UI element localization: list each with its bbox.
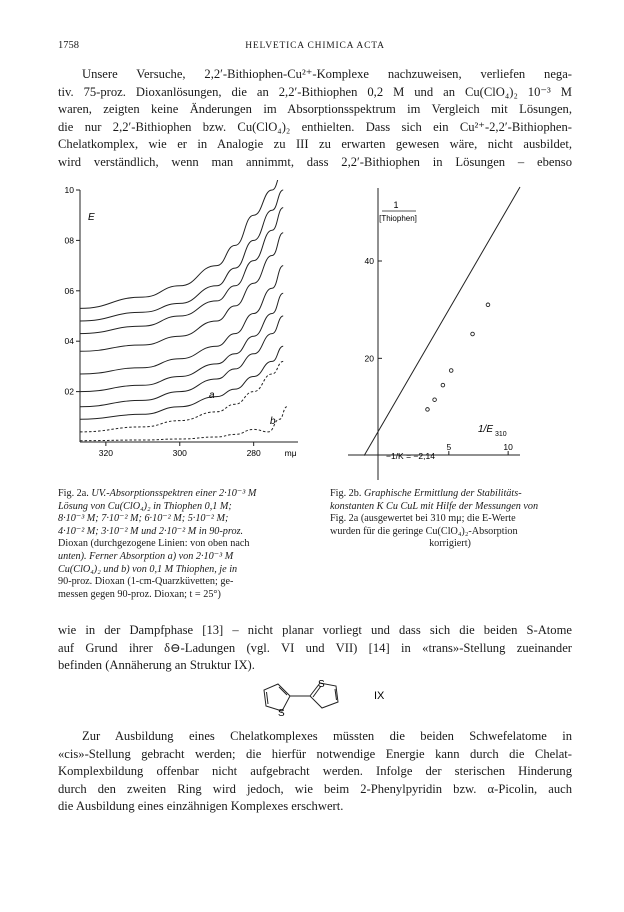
- caption-line: Fig. 2a (ausgewertet bei 310 mμ; die E-Werte: [330, 513, 516, 525]
- text-line: wie in der Dampfphase [13] – nicht planar vorliegt und dass sich die beiden S-Atome: [58, 623, 572, 637]
- caption-line: Fig. 2a. UV.-Absorptionsspektren einer 2·10⁻³ M: [58, 488, 257, 499]
- series-line-1: [80, 180, 283, 308]
- figure-2b-x-label-sub: 310: [495, 431, 507, 438]
- figure-2b-data: [364, 187, 520, 456]
- journal-title: HELVETICA CHIMICA ACTA: [245, 41, 385, 51]
- data-point: [441, 383, 445, 387]
- data-point: [433, 398, 437, 402]
- series-line-3: [80, 208, 283, 334]
- text-line: waren, zeigten keine Änderungen im Absorptionsspektrum im Vergleich mit Lösungen,: [58, 102, 572, 117]
- series-line-a-dashed: [80, 361, 283, 432]
- structure-ix-bithiophene: [252, 676, 402, 718]
- y-tick-label: 40: [364, 256, 374, 266]
- sulfur-label: S: [318, 679, 325, 690]
- series-line-5: [80, 266, 283, 374]
- curve-label-b: b: [270, 416, 276, 427]
- caption-line: konstanten K Cu CuL mit Hilfe der Messungen von: [330, 500, 539, 512]
- text-line: Chelatkomplex, wie er in Analogie zu III zu erwarten gewesen wäre, nicht ausbildet,: [58, 137, 572, 152]
- caption-line: korrigiert): [429, 538, 471, 550]
- text-line: Unsere Versuche, 2,2′-Bithiophen-Cu²⁺-Komplexe nachzuweisen, verliefen nega-: [82, 67, 572, 81]
- caption-line: Cu(ClO₄)₂ und b) von 0,1 M Thiophen, je in: [58, 563, 238, 575]
- curve-label-a: a: [209, 390, 215, 401]
- text-line: Komplexbildung offenbar nicht aufgebracht werden. Infolge der sterischen Hinderung: [58, 764, 572, 779]
- x-tick-label: 280: [246, 448, 261, 458]
- data-point: [449, 369, 453, 373]
- caption-line: wurden für die geringe Cu(ClO₄)₂-Absorption: [330, 525, 518, 537]
- caption-figure-2b: [330, 488, 570, 551]
- y-tick-label: 04: [64, 336, 74, 347]
- x-axis-unit: mμ: [284, 448, 297, 458]
- caption-line: 90-proz. Dioxan (1-cm-Quarzküvetten; ge-: [58, 576, 234, 588]
- text-line: wird verständlich, wenn man annimmt, dass 2,2′-Bithiophen in Lösungen – ebenso: [58, 154, 572, 169]
- data-point: [471, 332, 475, 336]
- caption-line: unten). Ferner Absorption a) von 2·10⁻³ M: [58, 550, 234, 562]
- thiophene-ring-left: [264, 684, 290, 711]
- y-tick-label: 06: [64, 285, 74, 296]
- caption-line: 4·10⁻² M; 3·10⁻² M und 2·10⁻² M in 90-proz.: [58, 525, 244, 537]
- running-header: [58, 40, 572, 56]
- x-tick-label: 300: [172, 448, 187, 458]
- paragraph-chelate: [58, 728, 572, 816]
- figure-2b-y-label-denominator: [Thiophen]: [379, 214, 417, 223]
- caption-line: Dioxan (durchgezogene Linien: von oben nach: [58, 538, 250, 550]
- fit-line: [364, 187, 520, 456]
- caption-figure-2a: [58, 488, 320, 601]
- y-tick-label: 10: [64, 185, 74, 195]
- y-tick-label: 20: [364, 353, 374, 364]
- figure-2a-curves: [80, 180, 287, 441]
- series-line-4: [80, 233, 283, 351]
- text-line: auf Grund ihrer δ⊖-Ladungen (vgl. VI und VII) [14] in «trans»-Stellung zueinander: [58, 640, 572, 655]
- figure-2a-y-ticks: [65, 185, 80, 397]
- figure-2a-y-label: E: [88, 212, 95, 223]
- structure-label: IX: [374, 690, 385, 702]
- series-line-8: [80, 346, 283, 419]
- series-line-2: [80, 190, 283, 321]
- caption-line: Fig. 2b. Graphische Ermittlung der Stabilitäts-: [330, 488, 522, 499]
- y-tick-label: 02: [64, 386, 74, 397]
- text-line: «cis»-Stellung gebracht werden; die hierfür notwendige Energie kann durch die Chelat-: [58, 746, 572, 761]
- data-point: [426, 408, 430, 412]
- text-line: die nur 2,2′-Bithiophen bzw. Cu(ClO₄)₂ enthielten. Dass sich ein Cu²⁺-2,2′-Bithiophen-: [58, 119, 572, 134]
- caption-line: messen gegen 90-proz. Dioxan; t = 25°): [58, 588, 221, 600]
- figure-2a-x-ticks: [99, 442, 297, 458]
- series-line-b-dashed: [80, 407, 287, 441]
- y-tick-label: 08: [64, 235, 74, 246]
- text-line: durch den zweiten Ring wird jedoch, wie beim 2-Phenylpyridin bzw. α-Picolin, auch: [58, 781, 572, 796]
- caption-line: Lösung von Cu(ClO₄)₂ in Thiophen 0,1 M;: [58, 500, 232, 512]
- text-line: tiv. 75-proz. Dioxanlösungen, die an 2,2′-Bithiophen 0,2 M und an Cu(ClO₄)₂ 10⁻³ M: [58, 84, 572, 99]
- figure-2b-y-label-numerator: 1: [393, 200, 399, 210]
- figure-2a-spectra: [58, 180, 308, 472]
- figure-2b-intercept-label: −1/K = −2,14: [386, 451, 435, 461]
- text-line: Zur Ausbildung eines Chelatkomplexes müssten die beiden Schwefelatome in: [82, 729, 572, 743]
- figure-2b-x-label: 1/E: [478, 424, 494, 435]
- x-tick-label: 10: [503, 442, 513, 452]
- x-tick-label: 320: [98, 448, 113, 458]
- page-number: 1758: [58, 40, 79, 51]
- x-tick-label: 5: [446, 442, 452, 452]
- data-point: [486, 303, 490, 307]
- caption-line: 8·10⁻³ M; 7·10⁻² M; 6·10⁻² M; 5·10⁻² M;: [58, 513, 229, 525]
- paragraph-structure: [58, 622, 572, 675]
- text-line: befinden (Annäherung an Struktur IX).: [58, 658, 255, 673]
- paragraph-intro: [58, 66, 572, 172]
- figure-2b-stability-plot: [330, 180, 530, 485]
- sulfur-label: S: [278, 708, 285, 718]
- text-line: die Ausbildung eines einzähnigen Komplexes erschwert.: [58, 799, 344, 814]
